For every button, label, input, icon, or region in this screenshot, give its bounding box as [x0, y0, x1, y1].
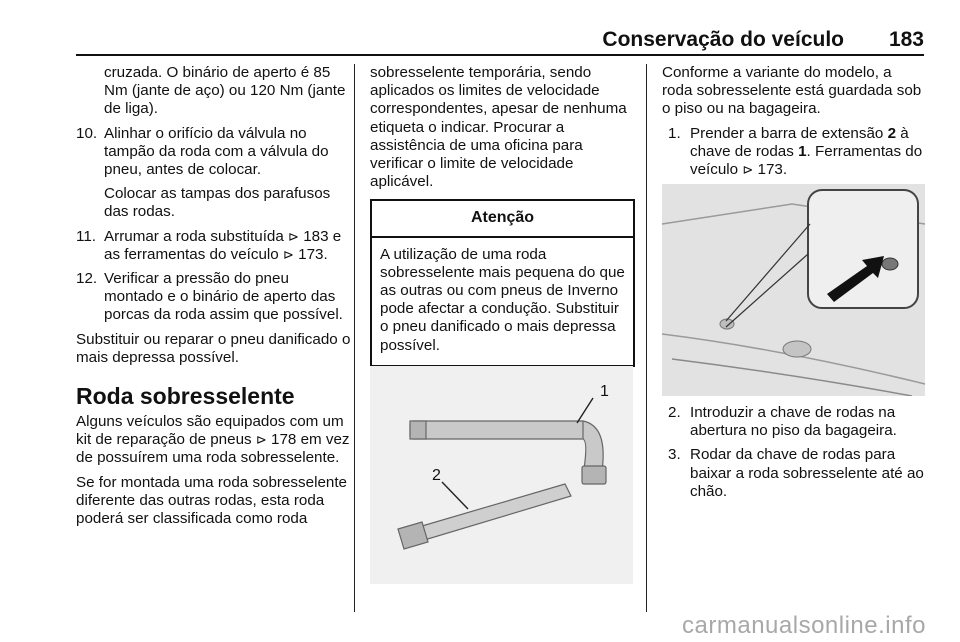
- section-title: Conservação do veículo: [602, 28, 844, 51]
- column-3: [662, 64, 925, 500]
- extension-socket-shape: [398, 522, 428, 549]
- column-2: [370, 64, 635, 484]
- warning-box: [370, 199, 635, 366]
- step-number: 3.: [668, 446, 681, 464]
- extension-bar-shape: [405, 484, 571, 544]
- item-text: Verificar a pressão do pneu montado e o binário de aperto das porcas da roda assim que possível.: [104, 270, 343, 324]
- page-reference[interactable]: 173.: [757, 161, 788, 179]
- step-3: [662, 446, 925, 501]
- steps-lower: [662, 404, 925, 507]
- callout-line-2: [442, 482, 468, 509]
- page-reference-icon: ⊳: [288, 228, 299, 244]
- callout-label-2: 2: [432, 467, 441, 484]
- step-text: Introduzir a chave de rodas na abertura no piso da bagageira.: [690, 404, 897, 440]
- page-reference-icon: ⊳: [282, 246, 294, 262]
- step-1: [662, 125, 925, 180]
- callout-line-1: [577, 398, 593, 423]
- continued-text: sobresselente temporária, sendo aplicados os limites de velocidade correspondentes, apesar de nenhuma etiqueta o indicar. Procurar a assistência de uma oficina para verificar o limite de velocidade aplicável.: [370, 64, 627, 191]
- page-reference[interactable]: 178: [271, 431, 297, 449]
- warning-text: A utilização de uma roda sobresselente mais pequena do que as outras ou com pneus de Inverno pode afectar a condução. Substituir o pneu danificado o mais depressa possível.: [380, 245, 625, 354]
- detail-inset: [808, 190, 918, 308]
- column-1: [76, 64, 352, 534]
- intro-paragraph: Conforme a variante do modelo, a roda sobresselente está guardada sob o piso ou na bagageira.: [662, 64, 922, 118]
- item-text: Alinhar o orifício da válvula no tampão da roda com a válvula do pneu, antes de colocar.: [104, 124, 329, 179]
- step-text: Rodar da chave de rodas para baixar a roda sobresselente até ao chão.: [690, 446, 924, 500]
- wheel-wrench-illustration: [370, 366, 633, 584]
- page-header: [76, 26, 924, 56]
- section-heading: Roda sobresselente: [76, 383, 295, 410]
- column-divider-1: [354, 64, 355, 612]
- page-number: 183: [888, 28, 924, 51]
- wrench-end-shape: [410, 421, 426, 439]
- item-text: Arrumar a roda substituída: [104, 227, 284, 245]
- trunk-floor-figure: [662, 184, 925, 396]
- warning-title: Atenção: [372, 201, 633, 237]
- paragraph: Substituir ou reparar o pneu danificado o mais depressa possível.: [76, 330, 351, 366]
- step-text: . Ferramentas do veículo: [690, 142, 923, 179]
- wrench-shaft-shape: [410, 421, 585, 439]
- callout-label-1: 1: [600, 383, 609, 400]
- wrench-bend-shape: [583, 421, 603, 471]
- paragraph: Alguns veículos são equipados com um kit de reparação de pneus: [76, 413, 344, 449]
- item-subtext: Colocar as tampas dos parafusos das rodas.: [104, 185, 331, 221]
- column-divider-2: [646, 64, 647, 612]
- step-2: [662, 404, 925, 440]
- continued-text: cruzada. O binário de aperto é 85 Nm (jante de aço) ou 120 Nm (jante de liga).: [104, 64, 346, 118]
- page-reference[interactable]: 183: [303, 227, 329, 245]
- step-number: 2.: [668, 404, 681, 421]
- inset-opening-shape: [882, 258, 898, 270]
- header-rule: [76, 54, 924, 56]
- step-text: Prender a barra de extensão: [690, 124, 884, 142]
- wrench-socket-shape: [582, 466, 606, 484]
- step-number: 1.: [668, 124, 681, 142]
- paragraph: em vez de possuírem uma roda sobresselente.: [76, 431, 350, 467]
- page-reference[interactable]: 173.: [298, 245, 328, 263]
- list-item-11: [76, 228, 352, 264]
- item-text: e as ferramentas do veículo: [104, 227, 342, 263]
- item-number: 10.: [76, 124, 98, 142]
- trunk-floor-illustration: [662, 184, 925, 396]
- step-text: à chave de rodas: [690, 124, 909, 160]
- watermark: carmanualsonline.info: [682, 612, 926, 639]
- wheel-wrench-figure: [370, 366, 633, 584]
- part-number: 2: [887, 124, 897, 142]
- page-reference-icon: ⊳: [742, 162, 754, 178]
- item-number: 11.: [76, 227, 96, 245]
- floor-opening-shape: [783, 341, 811, 357]
- list-item-10: [76, 125, 352, 222]
- paragraph: Se for montada uma roda sobresselente diferente das outras rodas, esta roda poderá ser classificada como roda: [76, 473, 348, 528]
- page-reference-icon: ⊳: [255, 432, 267, 448]
- item-number: 12.: [76, 270, 98, 288]
- list-item-12: [76, 270, 352, 325]
- part-number: 1: [798, 142, 807, 160]
